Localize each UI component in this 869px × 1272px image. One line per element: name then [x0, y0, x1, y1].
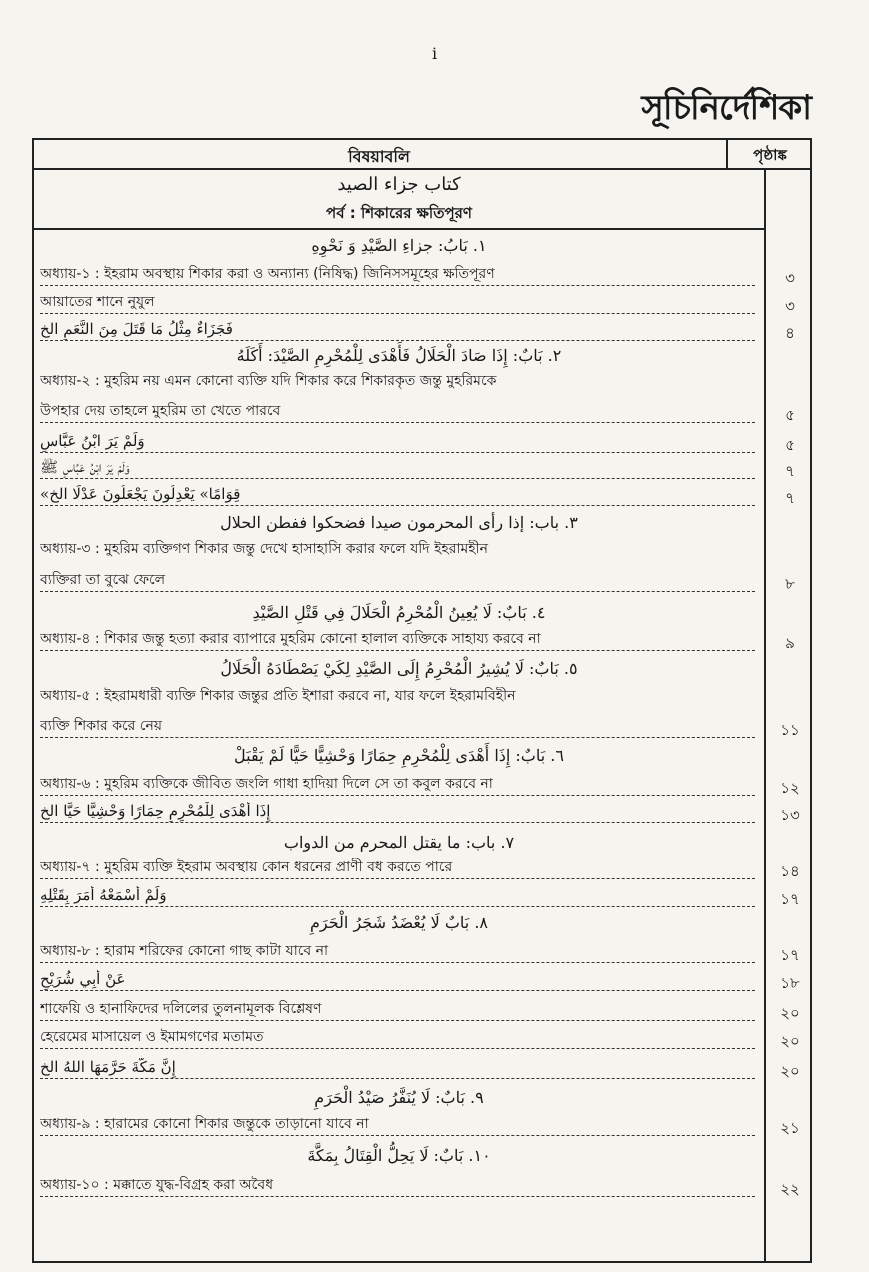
- toc-entry[interactable]: [34, 970, 812, 990]
- entry-page-number: ২২: [780, 1180, 800, 1198]
- entry-page-number: ৭: [785, 462, 795, 480]
- entry-title: অধ্যায়-৯ : হারামের কোনো শিকার জন্তুকে তাড়ানো যাবে না: [40, 1115, 755, 1136]
- book-heading: [34, 170, 764, 228]
- chapter-heading-arabic: ٣. باب: إذا رأى المحرمون صيدا فضحكوا ففطن الحلال: [220, 513, 578, 532]
- entry-title: আয়াতের শানে নুযুল: [40, 293, 755, 314]
- entry-title: «قِوَامًا» يَعْدِلُونَ يَجْعَلُونَ عَدْلًا الخ: [40, 485, 755, 506]
- entry-page-number: ৯: [785, 634, 795, 652]
- chapter-heading-arabic: ٤. بَابٌ: لَا يُعِينُ الْمُحْرِمُ الْحَلَالَ فِي قَتْلِ الصَّيْدِ: [252, 603, 546, 622]
- toc-entry[interactable]: [34, 630, 812, 650]
- toc-entry[interactable]: [34, 485, 812, 505]
- toc-entry[interactable]: [34, 540, 812, 560]
- page-title: সূচিনির্দেশিকা: [641, 88, 811, 128]
- toc-entry[interactable]: [34, 1028, 812, 1048]
- entry-title: উপহার দেয় তাহলে মুহরিম তা খেতে পারবে: [40, 402, 755, 423]
- subject-header: বিষয়াবলি: [348, 147, 410, 166]
- chapter-heading-arabic: ١٠. بَابٌ: لَا يَحِلُّ الْقِتَالُ بِمَكَّةَ: [307, 1146, 491, 1165]
- toc-entry[interactable]: [34, 886, 812, 906]
- toc-entry[interactable]: [34, 858, 812, 878]
- entry-title: অধ্যায়-৬ : মুহরিম ব্যক্তিকে জীবিত জংলি গাধা হাদিয়া দিলে সে তা কবুল করবে না: [40, 775, 755, 796]
- entry-page-number: ১২: [780, 779, 800, 797]
- entry-title: وَلَمْ أَسْمَعْهُ أَمَرَ بِقَتْلِهِ: [40, 886, 755, 907]
- chapter-heading-arabic: ٩. بَابٌ: لَا يُنَفَّرُ صَيْدُ الْحَرَمِ: [314, 1088, 484, 1107]
- entry-title: عَنْ أَبِي شُرَيْحٍ: [40, 970, 755, 991]
- entry-title: অধ্যায়-৩ : মুহরিম ব্যক্তিগণ শিকার জন্তু দেখে হাসাহাসি করার ফলে যদি ইহরামহীন: [40, 541, 488, 557]
- entry-title: হেরেমের মাসায়েল ও ইমামগণের মতামত: [40, 1028, 755, 1049]
- entry-page-number: ৩: [785, 297, 795, 315]
- part-title: পর্ব : শিকারের ক্ষতিপূরণ: [326, 204, 472, 222]
- entry-title: অধ্যায়-২ : মুহরিম নয় এমন কোনো ব্যক্তি যদি শিকার করে শিকারকৃত জন্তু মুহরিমকে: [40, 373, 497, 389]
- toc-entry[interactable]: [34, 458, 812, 478]
- entry-page-number: ১৩: [780, 806, 800, 824]
- entry-title: إِذَا أَهْدَى لِلْمُحْرِمِ حِمَارًا وَحْشِيًّا حَيًّا الخ: [40, 802, 755, 823]
- entry-title: وَلَمْ يَرَ ابْنُ عَبَّاسٍ ﷺ: [40, 458, 755, 479]
- chapter-heading-arabic: ٦. بَابٌ: إِذَا أَهْدَى لِلْمُحْرِمِ حِمَارًا وَحْشِيًّا حَيًّا لَمْ يَقْبَلْ: [234, 746, 564, 765]
- entry-page-number: ২১: [780, 1119, 800, 1137]
- toc-entry[interactable]: [34, 402, 812, 422]
- toc-entry[interactable]: [34, 1115, 812, 1135]
- entry-title: إِنَّ مَكَّةَ حَرَّمَهَا اللهُ الخ: [40, 1058, 755, 1079]
- toc-entry[interactable]: [34, 571, 812, 591]
- entry-title: অধ্যায়-৭ : মুহরিম ব্যক্তি ইহরাম অবস্থায় কোন ধরনের প্রাণী বধ করতে পারে: [40, 858, 755, 879]
- entry-title: ব্যক্তিরা তা বুঝে ফেলে: [40, 571, 755, 592]
- chapter-heading-arabic: ٥. بَابٌ: لَا يُشِيرُ الْمُحْرِمُ إِلَى الصَّيْدِ لِكَيْ يَصْطَادَهُ الْحَلَالُ: [220, 659, 578, 678]
- chapter-heading-arabic: ٨. بَابٌ لَا يُعْضَدُ شَجَرُ الْحَرَمِ: [309, 913, 488, 932]
- toc-entry[interactable]: [34, 1058, 812, 1078]
- toc-entry[interactable]: [34, 775, 812, 795]
- table-header: [34, 140, 810, 170]
- toc-entry[interactable]: [34, 320, 812, 340]
- toc-entry[interactable]: [34, 687, 812, 707]
- entry-page-number: ১৭: [780, 946, 800, 964]
- entry-title: فَجَزَاءٌ مِثْلُ مَا قَتَلَ مِنَ النَّعَمِ الخ: [40, 320, 755, 341]
- toc-entry[interactable]: [34, 802, 812, 822]
- entry-page-number: ৫: [785, 406, 795, 424]
- toc-entry[interactable]: [34, 293, 812, 313]
- entry-title: অধ্যায়-৪ : শিকার জন্তু হত্যা করার ব্যাপারে মুহরিম কোনো হালাল ব্যক্তিকে সাহায্য করবে না: [40, 630, 755, 651]
- entry-page-number: ২০: [780, 1062, 800, 1080]
- toc-entry[interactable]: [34, 1176, 812, 1196]
- toc-entry[interactable]: [34, 942, 812, 962]
- entry-page-number: ২০: [780, 1004, 800, 1022]
- toc-entry[interactable]: [34, 717, 812, 737]
- entry-title: অধ্যায়-১ : ইহরাম অবস্থায় শিকার করা ও অন্যান্য (নিষিদ্ধ) জিনিসসমূহের ক্ষতিপূরণ: [40, 265, 755, 286]
- entry-title: অধ্যায়-১০ : মক্কাতে যুদ্ধ-বিগ্রহ করা অবৈধ: [40, 1176, 755, 1197]
- entry-title: শাফেয়ি ও হানাফিদের দলিলের তুলনামূলক বিশ্লেষণ: [40, 1000, 755, 1021]
- entry-page-number: ১৪: [780, 862, 800, 880]
- entry-title: وَلَمْ يَرَ ابْنُ عَبَّاسٍ: [40, 432, 755, 453]
- book-title-arabic: كتاب جزاء الصيد: [337, 174, 461, 195]
- toc-table: [32, 138, 812, 1263]
- entry-page-number: ৪: [785, 324, 795, 342]
- page-header: পৃষ্ঠাঙ্ক: [753, 146, 787, 164]
- entry-page-number: ৭: [785, 489, 795, 507]
- entry-title: অধ্যায়-৫ : ইহরামধারী ব্যক্তি শিকার জন্তুর প্রতি ইশারা করবে না, যার ফলে ইহরামবিহীন: [40, 688, 516, 704]
- page-number: i: [431, 44, 438, 63]
- toc-entry[interactable]: [34, 1000, 812, 1020]
- toc-entry[interactable]: [34, 372, 812, 392]
- entry-title: অধ্যায়-৮ : হারাম শরিফের কোনো গাছ কাটা যাবে না: [40, 942, 755, 963]
- entry-page-number: ১৭: [780, 890, 800, 908]
- chapter-heading-arabic: ١. بَابُ: جزاءِ الصَّيْدِ وَ نَحْوِهِ: [311, 236, 487, 255]
- entry-page-number: ১১: [780, 721, 800, 739]
- entry-page-number: ৮: [785, 575, 795, 593]
- entry-page-number: ৩: [785, 269, 795, 287]
- entry-page-number: ৫: [785, 436, 795, 454]
- entry-title: ব্যক্তি শিকার করে নেয়: [40, 717, 755, 738]
- toc-entry[interactable]: [34, 432, 812, 452]
- entry-page-number: ১৮: [780, 974, 800, 992]
- toc-entry[interactable]: [34, 265, 812, 285]
- divider: [34, 228, 764, 230]
- chapter-heading-arabic: ٧. باب: ما يقتل المحرم من الدواب: [283, 833, 515, 852]
- entry-page-number: ২০: [780, 1032, 800, 1050]
- chapter-heading-arabic: ٢. بَابٌ: إِذَا صَادَ الْحَلَالُ فَأَهْدَى لِلْمُحْرِمِ الصَّيْدَ: أَكَلَهُ: [236, 346, 562, 365]
